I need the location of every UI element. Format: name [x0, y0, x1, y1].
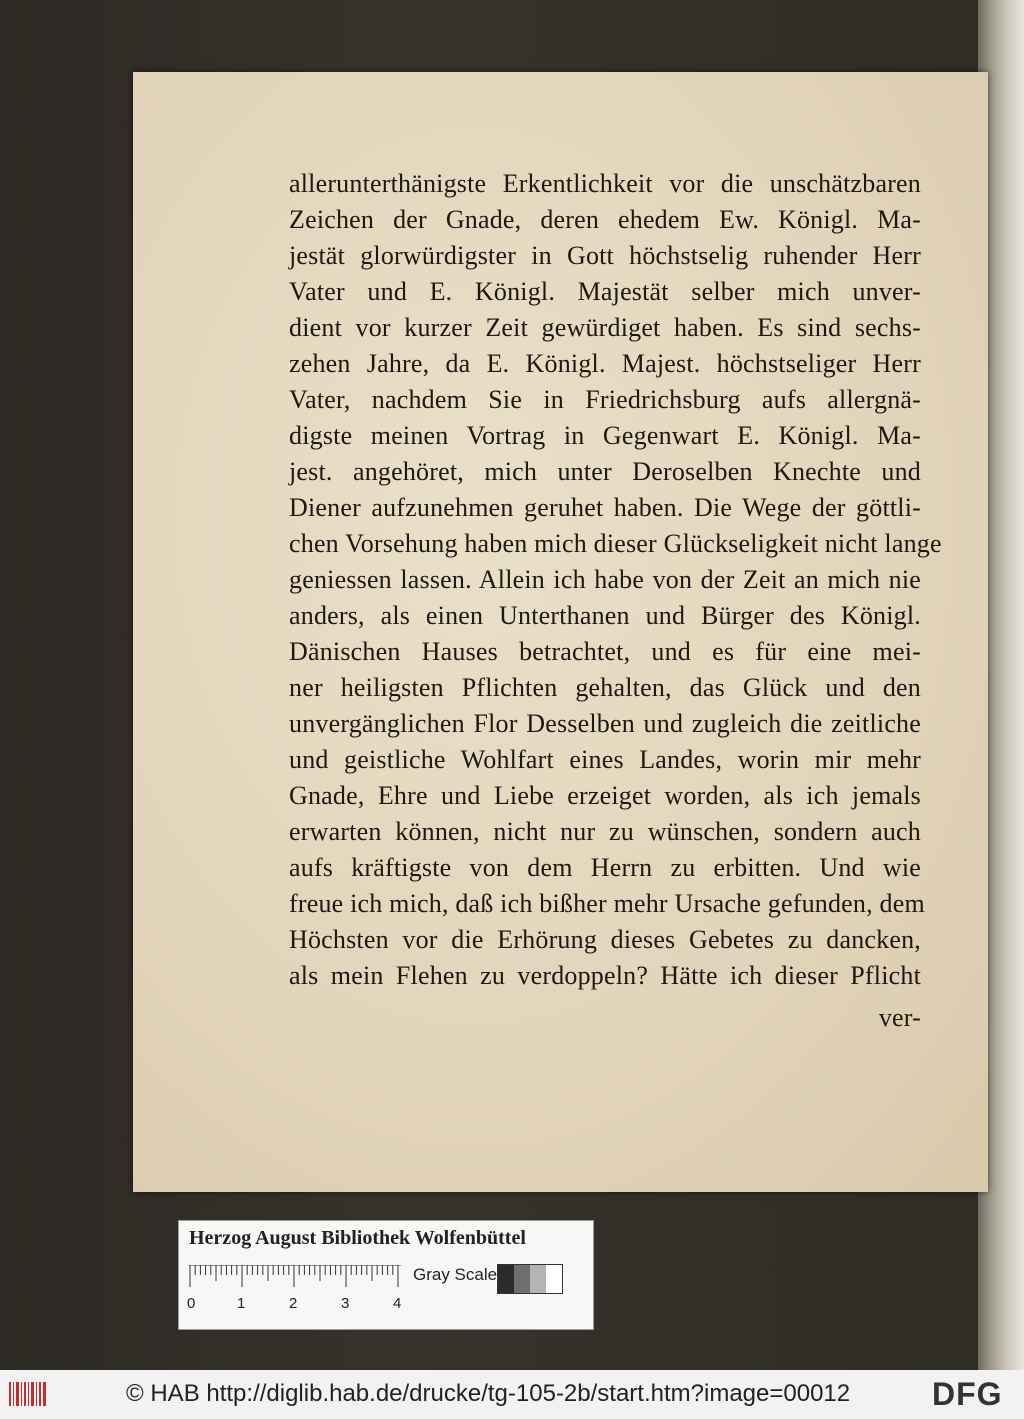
- text-line: Diener aufzunehmen geruhet haben. Die Wege der göttli-: [289, 493, 921, 522]
- text-line: unvergänglichen Flor Desselben und zugleich die zeitliche: [289, 709, 921, 738]
- dfg-logo: DFG: [932, 1376, 1003, 1412]
- ruler-number: 3: [341, 1295, 350, 1312]
- text-line: Höchsten vor die Erhörung dieses Gebetes zu dancken,: [289, 925, 921, 954]
- catchword: ver-: [878, 1003, 921, 1032]
- text-line: jest. angehöret, mich unter Deroselben Knechte und: [289, 457, 921, 486]
- text-line: Vater, nachdem Sie in Friedrichsburg aufs allergnä-: [289, 385, 921, 414]
- ruler-number: 0: [187, 1295, 196, 1312]
- institution-name: Herzog August Bibliothek Wolfenbüttel: [189, 1227, 526, 1249]
- text-line: jestät glorwürdigster in Gott höchstselig ruhender Herr: [289, 241, 921, 270]
- text-line: und geistliche Wohlfart eines Landes, worin mir mehr: [289, 745, 921, 774]
- text-line: Zeichen der Gnade, deren ehedem Ew. Königl. Ma-: [289, 205, 921, 234]
- gray-swatch: [546, 1265, 562, 1293]
- text-line: Vater und E. Königl. Majestät selber mich unver-: [289, 277, 921, 306]
- copyright-link[interactable]: © HAB http://diglib.hab.de/drucke/tg-105-2b/start.htm?image=00012: [126, 1380, 851, 1407]
- ruler-number: 4: [393, 1295, 402, 1312]
- text-line: Dänischen Hauses betrachtet, und es für eine mei-: [289, 637, 921, 666]
- gray-swatch: [498, 1265, 514, 1293]
- text-line: aufs kräftigste von dem Herrn zu erbitten. Und wie: [289, 853, 921, 882]
- barcode-icon: [8, 1380, 48, 1408]
- text-line: digste meinen Vortrag in Gegenwart E. Königl. Ma-: [289, 421, 921, 450]
- gray-scale-swatches: [497, 1264, 563, 1294]
- text-line: chen Vorsehung haben mich dieser Glückseligkeit nicht lange: [289, 529, 942, 558]
- text-line: ner heiligsten Pflichten gehalten, das Glück und den: [289, 673, 921, 702]
- text-line: dient vor kurzer Zeit gewürdiget haben. Es sind sechs-: [289, 313, 921, 342]
- ruler: [189, 1265, 401, 1291]
- footer-bar: [0, 1370, 1024, 1419]
- text-line: geniessen lassen. Allein ich habe von der Zeit an mich nie: [289, 565, 921, 594]
- text-line: freue ich mich, daß ich bißher mehr Ursache gefunden, dem: [289, 889, 925, 918]
- ruler-number: 1: [237, 1295, 246, 1312]
- gray-swatch: [514, 1265, 530, 1293]
- gray-swatch: [530, 1265, 546, 1293]
- text-line: allerunterthänigste Erkentlichkeit vor die unschätzbaren: [289, 169, 921, 198]
- text-line: Gnade, Ehre und Liebe erzeiget worden, als ich jemals: [289, 781, 921, 810]
- reference-card: [178, 1220, 594, 1330]
- book-page: [133, 72, 988, 1192]
- gray-scale-label: Gray Scale: [413, 1265, 498, 1284]
- text-line: zehen Jahre, da E. Königl. Majest. höchstseliger Herr: [289, 349, 921, 378]
- ruler-number: 2: [289, 1295, 298, 1312]
- text-line: anders, als einen Unterthanen und Bürger des Königl.: [289, 601, 921, 630]
- text-line: als mein Flehen zu verdoppeln? Hätte ich dieser Pflicht: [289, 961, 921, 990]
- text-line: erwarten können, nicht nur zu wünschen, sondern auch: [289, 817, 921, 846]
